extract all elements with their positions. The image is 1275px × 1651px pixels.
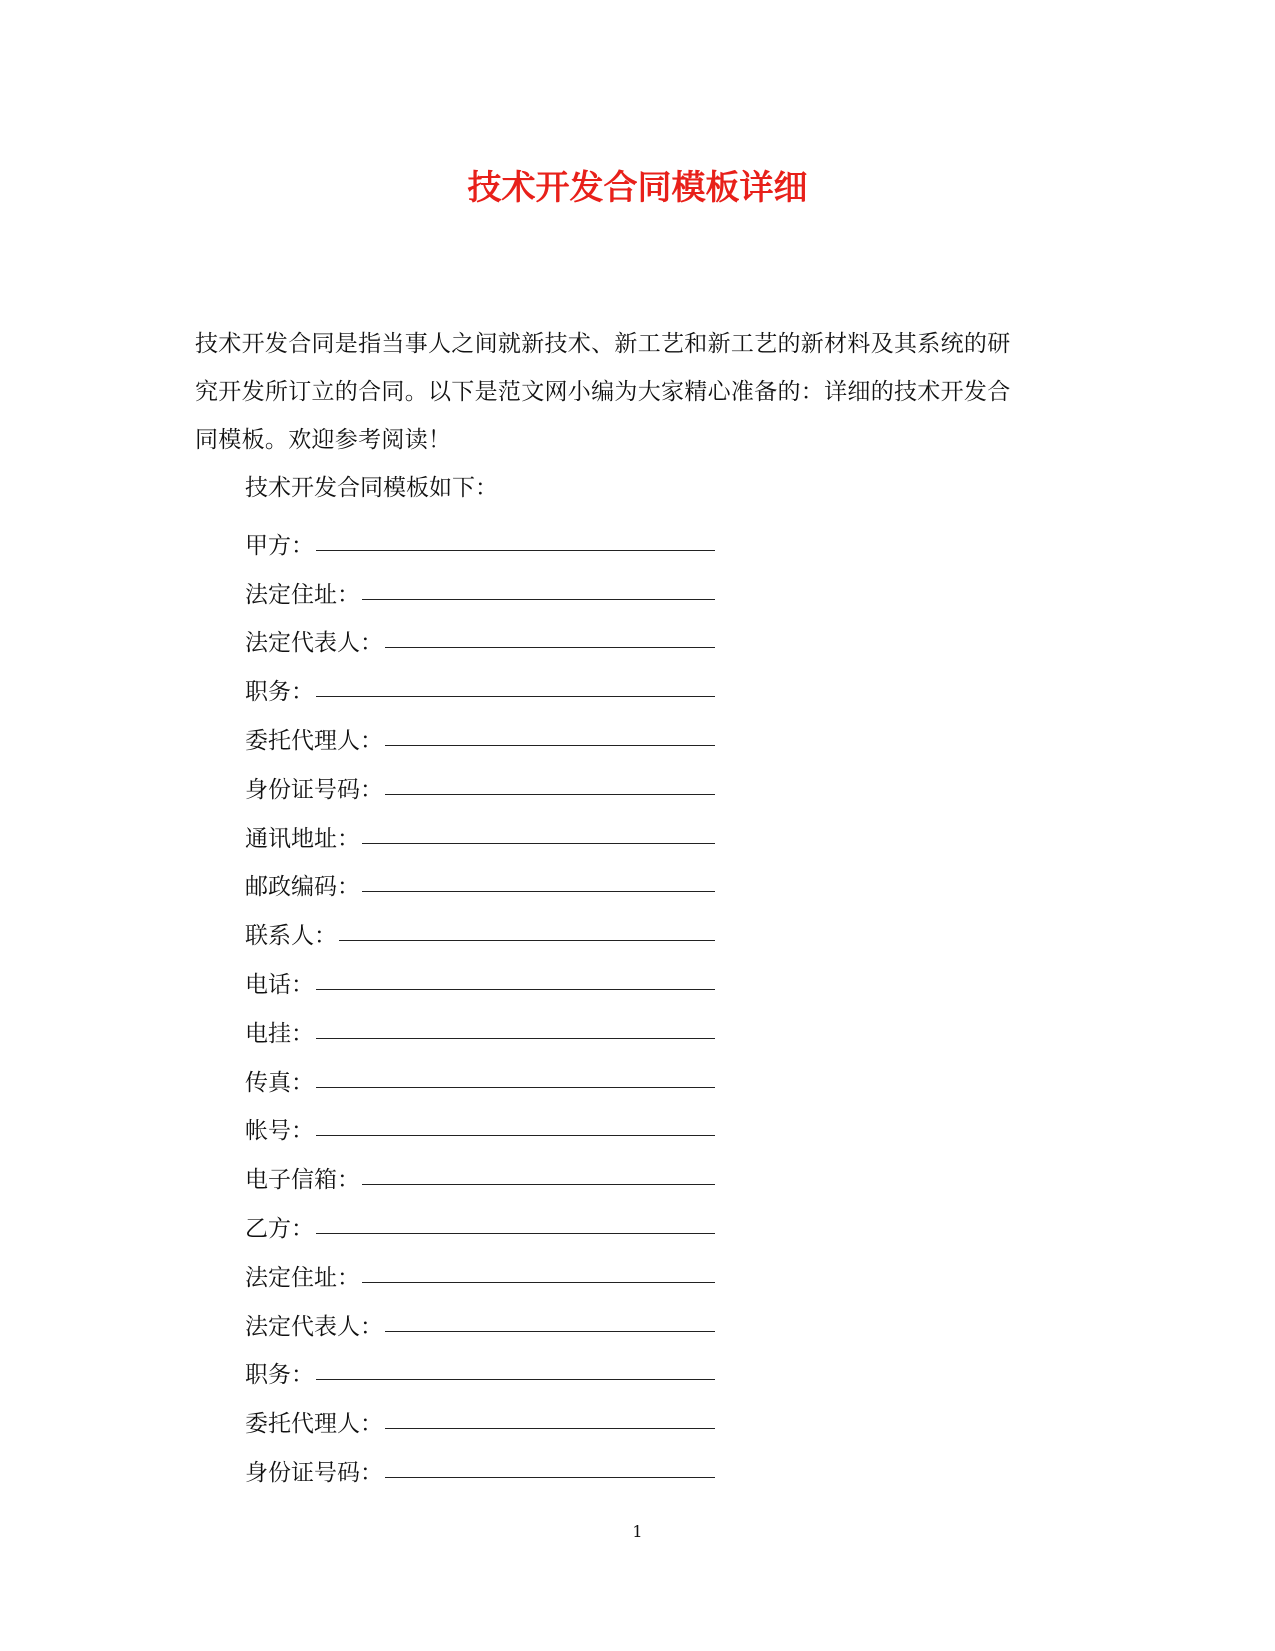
field-legal-address — [245, 1244, 715, 1293]
field-label: 法定代表人： — [245, 630, 383, 657]
fill-in-blank[interactable] — [385, 794, 715, 795]
field-position — [245, 658, 715, 707]
field-authorized-agent — [245, 707, 715, 756]
fill-in-blank[interactable] — [316, 989, 715, 990]
field-party-a — [245, 512, 715, 561]
fill-in-blank[interactable] — [316, 1379, 715, 1380]
field-id-number — [245, 756, 715, 805]
fill-in-blank[interactable] — [316, 550, 715, 551]
field-label: 甲方： — [245, 532, 314, 559]
fill-in-blank[interactable] — [385, 1477, 715, 1478]
fill-in-blank[interactable] — [339, 940, 715, 941]
intro-line: 究开发所订立的合同。以下是范文网小编为大家精心准备的：详细的技术开发合 — [195, 379, 1011, 405]
field-contact-person — [245, 902, 715, 951]
fill-in-blank[interactable] — [362, 843, 715, 844]
field-label: 法定住址： — [245, 1264, 360, 1291]
field-authorized-agent — [245, 1390, 715, 1439]
field-telegram — [245, 1000, 715, 1049]
fill-in-blank[interactable] — [316, 1233, 715, 1234]
fill-in-blank[interactable] — [362, 599, 715, 600]
field-email — [245, 1146, 715, 1195]
intro-paragraph — [195, 320, 1085, 464]
fill-in-blank[interactable] — [316, 696, 715, 697]
field-label: 法定代表人： — [245, 1313, 383, 1340]
field-party-b — [245, 1195, 715, 1244]
field-postal-code — [245, 854, 715, 903]
field-mailing-address — [245, 805, 715, 854]
field-account — [245, 1098, 715, 1147]
field-label: 联系人： — [245, 923, 337, 950]
fill-in-blank[interactable] — [316, 1038, 715, 1039]
field-label: 乙方： — [245, 1215, 314, 1242]
fill-in-blank[interactable] — [385, 647, 715, 648]
fill-in-blank[interactable] — [362, 891, 715, 892]
fill-in-blank[interactable] — [362, 1282, 715, 1283]
field-legal-address — [245, 561, 715, 610]
field-label: 通讯地址： — [245, 825, 360, 852]
fill-in-blank[interactable] — [316, 1135, 715, 1136]
field-phone — [245, 951, 715, 1000]
field-label: 法定住址： — [245, 581, 360, 608]
field-label: 电挂： — [245, 1020, 314, 1047]
field-label: 职务： — [245, 679, 314, 706]
fill-in-blank[interactable] — [385, 1331, 715, 1332]
page-number: 1 — [632, 1522, 643, 1541]
fill-in-blank[interactable] — [385, 745, 715, 746]
field-label: 身份证号码： — [245, 776, 383, 803]
document-title: 技术开发合同模板详细 — [467, 168, 808, 208]
field-id-number — [245, 1439, 715, 1488]
fill-in-blank[interactable] — [362, 1184, 715, 1185]
field-label: 电子信箱： — [245, 1167, 360, 1194]
section-heading: 技术开发合同模板如下： — [245, 475, 498, 501]
field-legal-representative — [245, 610, 715, 659]
field-label: 职务： — [245, 1362, 314, 1389]
field-label: 委托代理人： — [245, 727, 383, 754]
contract-field-list — [245, 512, 715, 1488]
field-position — [245, 1342, 715, 1391]
field-label: 帐号： — [245, 1118, 314, 1145]
field-legal-representative — [245, 1293, 715, 1342]
field-label: 传真： — [245, 1069, 314, 1096]
field-label: 邮政编码： — [245, 874, 360, 901]
intro-line: 同模板。欢迎参考阅读！ — [195, 427, 452, 453]
intro-line: 技术开发合同是指当事人之间就新技术、新工艺和新工艺的新材料及其系统的研 — [195, 331, 1011, 357]
fill-in-blank[interactable] — [316, 1087, 715, 1088]
field-fax — [245, 1049, 715, 1098]
field-label: 身份证号码： — [245, 1459, 383, 1486]
field-label: 委托代理人： — [245, 1411, 383, 1438]
field-label: 电话： — [245, 971, 314, 998]
fill-in-blank[interactable] — [385, 1428, 715, 1429]
